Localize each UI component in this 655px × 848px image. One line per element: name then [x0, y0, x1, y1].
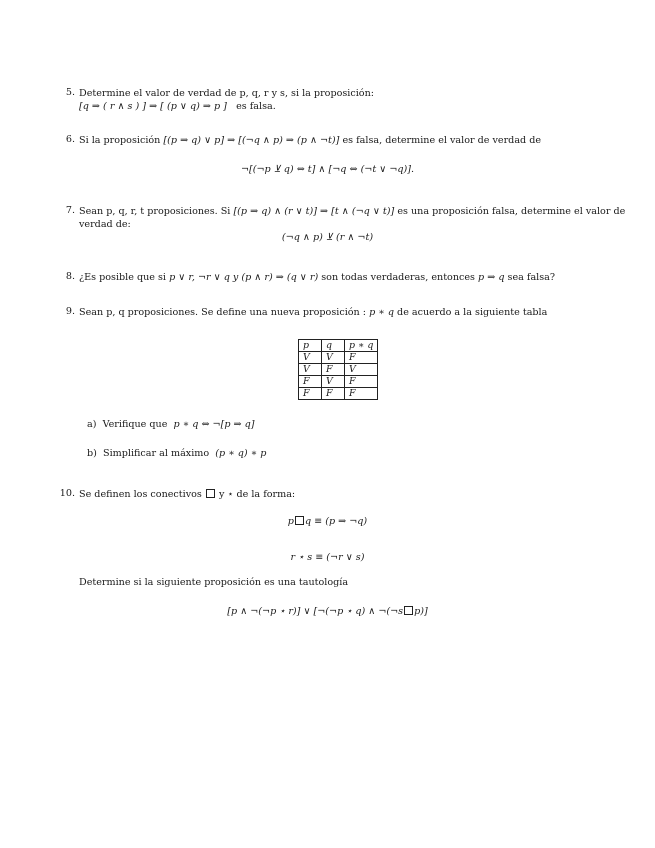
table-header-cell: q: [322, 340, 345, 352]
formula: (p ∗ q) ∗ p: [215, 448, 267, 459]
formula-line: [79, 100, 607, 113]
text-segment: es una proposición falsa, determine el valor de: [397, 206, 626, 217]
truth-table: [298, 339, 378, 400]
question-body: [79, 134, 607, 147]
subquestion-text: Simplificar al máximo: [103, 448, 210, 459]
table-cell: F: [322, 388, 345, 400]
display-formula-6: ¬[(¬p ⊻ q) ⇔ t] ∧ [¬q ⇔ (¬t ∨ ¬q)].: [240, 164, 415, 175]
question-number: 8.: [65, 271, 75, 282]
formula: p: [287, 516, 294, 527]
formula: [(p ⇒ q) ∨ p] ⇒ [(¬q ∧ p) ⇒ (p ∧ ¬t)]: [163, 135, 340, 146]
tautology-instruction: Determine si la siguiente proposición es una tautología: [79, 577, 349, 588]
table-cell: V: [299, 352, 322, 364]
question-text-tail: es falsa.: [236, 101, 276, 112]
question-body: [79, 205, 626, 231]
text-segment: y ⋆ de la forma:: [218, 489, 296, 500]
formula: [(p ⇒ q) ∧ (r ∨ t)] ⇒ [t ∧ (¬q ∨ t)]: [233, 206, 395, 217]
text-segment: es falsa, determine el valor de verdad de: [342, 135, 542, 146]
subquestion-label: a): [87, 419, 97, 430]
table-header-cell: p: [299, 340, 322, 352]
text-segment: Si la proposición: [79, 135, 161, 146]
table-row: [299, 352, 378, 364]
table-cell: V: [345, 364, 378, 376]
text-segment: Sean p, q proposiciones. Se define una nueva proposición :: [79, 307, 367, 318]
table-cell: V: [299, 364, 322, 376]
text-segment: son todas verdaderas, entonces: [321, 272, 475, 283]
text-segment: Sean p, q, r, t proposiciones. Si: [79, 206, 231, 217]
formula: p ∗ q ⇔ ¬[p ⇒ q]: [173, 419, 255, 430]
question-body: [79, 87, 607, 113]
question-number: 10.: [59, 488, 75, 499]
display-formula-10: [0, 606, 655, 617]
text-segment: sea falsa?: [507, 272, 556, 283]
subquestion-a: [87, 418, 255, 431]
question-number: 6.: [65, 134, 75, 145]
box-connective-icon: [404, 606, 413, 615]
formula: q ≡ (p ⇒ ¬q): [304, 516, 368, 527]
question-text: [79, 271, 607, 284]
table-row: [299, 388, 378, 400]
table-cell: F: [299, 376, 322, 388]
table-row: [299, 376, 378, 388]
question-text: [79, 134, 607, 147]
table-header-row: [299, 340, 378, 352]
display-formula-7: (¬q ∧ p) ⊻ (r ∧ ¬t): [281, 232, 374, 243]
formula: p ∗ q: [369, 307, 394, 318]
subquestion-label: b): [87, 448, 97, 459]
question-number: 5.: [65, 87, 75, 98]
question-text-continued: verdad de:: [79, 219, 131, 230]
question-number: 7.: [65, 205, 75, 216]
table-row: [299, 364, 378, 376]
text-segment: de acuerdo a la siguiente tabla: [397, 307, 548, 318]
definition-box: [0, 516, 655, 527]
formula: p)]: [414, 606, 428, 617]
question-body: [79, 306, 607, 319]
table-cell: V: [322, 376, 345, 388]
table-cell: F: [299, 388, 322, 400]
text-segment: ¿Es posible que si: [79, 272, 167, 283]
definition-star: r ⋆ s ≡ (¬r ∨ s): [290, 552, 365, 563]
subquestion-text: Verifique que: [102, 419, 168, 430]
question-text: [79, 488, 607, 501]
formula: p ⇒ q: [478, 272, 505, 283]
table-cell: F: [345, 388, 378, 400]
question-text: [79, 306, 607, 319]
question-number: 9.: [65, 306, 75, 317]
formula: [p ∧ ¬(¬p ⋆ r)] ∨ [¬(¬p ⋆ q) ∧ ¬(¬s: [227, 606, 404, 617]
table-cell: F: [345, 352, 378, 364]
formula: p ∨ r, ¬r ∨ q y (p ∧ r) ⇒ (q ∨ r): [169, 272, 319, 283]
question-text: [79, 205, 626, 218]
table-cell: F: [322, 364, 345, 376]
box-connective-icon: [295, 516, 304, 525]
question-body: [79, 271, 607, 284]
box-connective-icon: [206, 489, 215, 498]
text-segment: Se definen los conectivos: [79, 489, 202, 500]
formula: [q ⇒ ( r ∧ s ) ] ⇒ [ (p ∨ q) ⇒ p ]: [79, 101, 227, 112]
question-body: [79, 488, 607, 501]
subquestion-b: [87, 447, 266, 460]
question-text: Determine el valor de verdad de p, q, r y s, si la proposición:: [79, 88, 374, 99]
table-cell: V: [322, 352, 345, 364]
table-header-cell: p ∗ q: [345, 340, 378, 352]
table-cell: F: [345, 376, 378, 388]
